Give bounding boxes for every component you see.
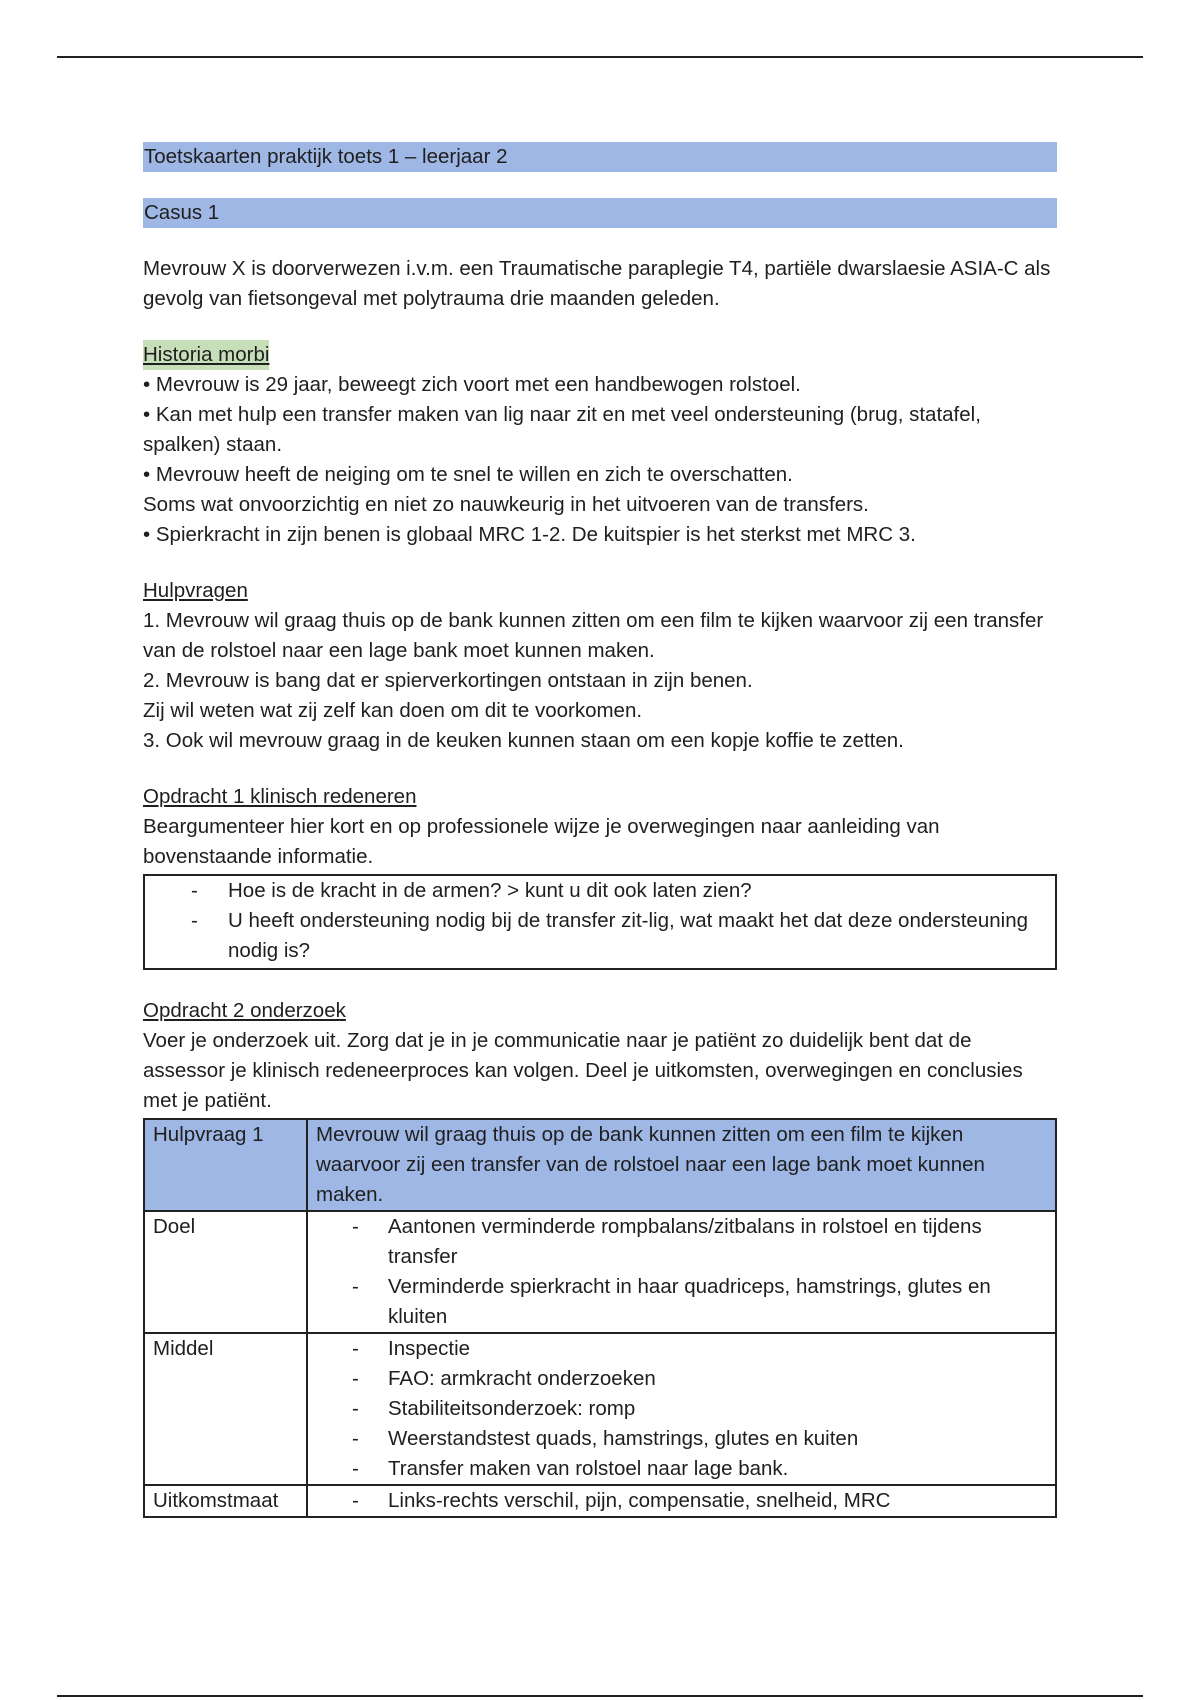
doel-item: - Aantonen verminderde rompbalans/zitbalans in rolstoel en tijdens transfer: [316, 1212, 1047, 1272]
answer-item: - Hoe is de kracht in de armen? > kunt u dit ook laten zien?: [145, 876, 1055, 906]
middel-cell: [307, 1333, 1056, 1485]
historia-line: • Mevrouw heeft de neiging om te snel te willen en zich te overschatten.: [143, 463, 793, 486]
middel-label: Middel: [144, 1333, 307, 1485]
document-title: Toetskaarten praktijk toets 1 – leerjaar 2: [143, 142, 1057, 172]
onderzoek-table: [143, 1118, 1057, 1518]
table-row: [144, 1333, 1056, 1485]
hulpvragen-heading: Hulpvragen: [143, 579, 248, 602]
opdracht1-heading: Opdracht 1 klinisch redeneren: [143, 785, 417, 808]
opdracht1-answer-box: [143, 874, 1057, 970]
document-page: [143, 142, 1057, 1518]
historia-line: • Kan met hulp een transfer maken van lig naar zit en met veel ondersteuning (brug, statafel, spalken) staan.: [143, 403, 981, 456]
doel-item: - Verminderde spierkracht in haar quadriceps, hamstrings, glutes en kluiten: [316, 1272, 1047, 1332]
table-row: [144, 1119, 1056, 1211]
middel-item: - Transfer maken van rolstoel naar lage bank.: [316, 1454, 1047, 1484]
footer-rule: [57, 1695, 1143, 1697]
uitkomst-label: Uitkomstmaat: [144, 1485, 307, 1517]
doel-label: Doel: [144, 1211, 307, 1333]
historia-line: • Spierkracht in zijn benen is globaal MRC 1-2. De kuitspier is het sterkst met MRC 3.: [143, 523, 916, 546]
intro-text: Mevrouw X is doorverwezen i.v.m. een Traumatische paraplegie T4, partiële dwarslaesie ASIA-C als gevolg van fietsongeval met polytrauma drie maanden geleden.: [143, 257, 1051, 310]
middel-item: - Weerstandstest quads, hamstrings, glutes en kuiten: [316, 1424, 1047, 1454]
historia-line: • Mevrouw is 29 jaar, beweegt zich voort met een handbewogen rolstoel.: [143, 373, 801, 396]
historia-line: Soms wat onvoorzichtig en niet zo nauwkeurig in het uitvoeren van de transfers.: [143, 493, 869, 516]
historia-heading: Historia morbi: [143, 340, 269, 370]
hulpvraag-line: 1. Mevrouw wil graag thuis op de bank kunnen zitten om een film te kijken waarvoor zij een transfer van de rolstoel naar een lage bank moet kunnen maken.: [143, 609, 1044, 662]
hulpvraag-label: Hulpvraag 1: [144, 1119, 307, 1211]
hulpvraag-text: Mevrouw wil graag thuis op de bank kunnen zitten om een film te kijken waarvoor zij een transfer van de rolstoel naar een lage bank moet kunnen maken.: [307, 1119, 1056, 1211]
casus-heading: Casus 1: [143, 198, 1057, 228]
uitkomst-item: - Links-rechts verschil, pijn, compensatie, snelheid, MRC: [316, 1486, 1047, 1516]
middel-item: - FAO: armkracht onderzoeken: [316, 1364, 1047, 1394]
opdracht2-heading: Opdracht 2 onderzoek: [143, 999, 346, 1022]
table-row: [144, 1485, 1056, 1517]
opdracht2-text: Voer je onderzoek uit. Zorg dat je in je communicatie naar je patiënt zo duidelijk bent dat de assessor je klinisch redeneerproces kan volgen. Deel je uitkomsten, overwegingen en conclusies met je patiënt.: [143, 1029, 1023, 1112]
answer-item: - U heeft ondersteuning nodig bij de transfer zit-lig, wat maakt het dat deze ondersteuning nodig is?: [145, 906, 1055, 966]
middel-item: - Inspectie: [316, 1334, 1047, 1364]
hulpvraag-line: Zij wil weten wat zij zelf kan doen om dit te voorkomen.: [143, 699, 643, 722]
hulpvraag-line: 2. Mevrouw is bang dat er spierverkortingen ontstaan in zijn benen.: [143, 669, 753, 692]
uitkomst-cell: [307, 1485, 1056, 1517]
doel-cell: [307, 1211, 1056, 1333]
header-rule: [57, 56, 1143, 58]
hulpvraag-line: 3. Ook wil mevrouw graag in de keuken kunnen staan om een kopje koffie te zetten.: [143, 729, 904, 752]
middel-item: - Stabiliteitsonderzoek: romp: [316, 1394, 1047, 1424]
opdracht1-text: Beargumenteer hier kort en op professionele wijze je overwegingen naar aanleiding van bovenstaande informatie.: [143, 815, 940, 868]
table-row: [144, 1211, 1056, 1333]
